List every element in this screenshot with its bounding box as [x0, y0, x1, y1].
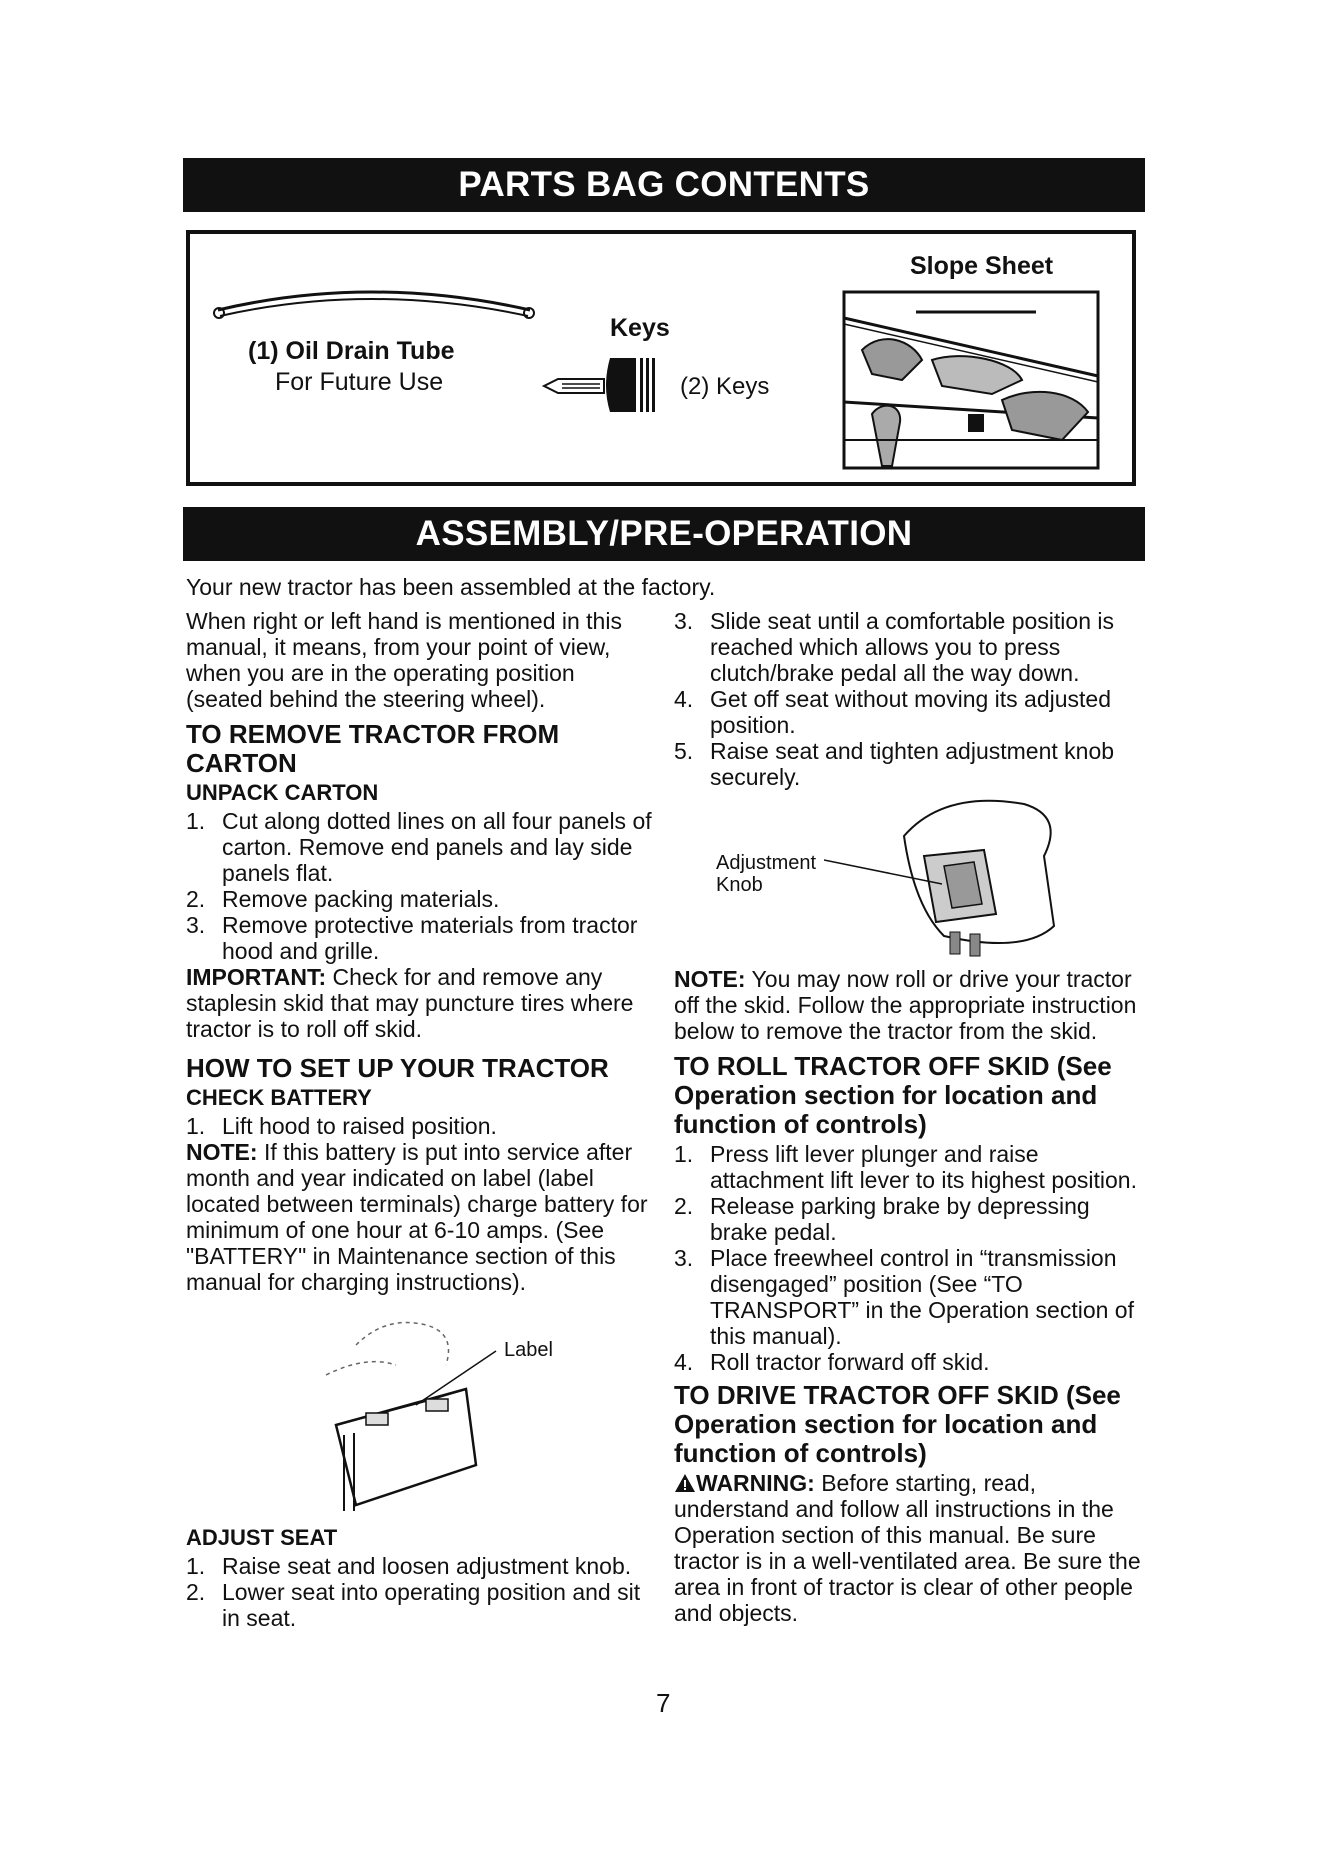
hand-paragraph: When right or left hand is mentioned in this manual, it means, from your point of view, when you are in the operating position (seated behind the steering wheel).: [186, 608, 622, 712]
drive-off-skid-heading: TO DRIVE TRACTOR OFF SKID (See Operation section for location and function of controls): [674, 1380, 1121, 1468]
seat-figure: [674, 790, 1144, 966]
page-number: 7: [656, 1688, 671, 1718]
list-item: 1. Cut along dotted lines on all four panels of carton. Remove end panels and lay side panels flat.: [186, 808, 652, 886]
adjustment-knob-callout: Adjustment Knob: [716, 852, 817, 896]
unpack-steps: [186, 808, 656, 964]
warning-icon: [674, 1473, 696, 1493]
warning-paragraph: WARNING: Before starting, read, understand and follow all instructions in the Operation section of this manual. Be sure tractor is in a well-ventilated area. Be sure the area in front of tractor is clear of other people and objects.: [674, 1470, 1141, 1626]
remove-tractor-heading: TO REMOVE TRACTOR FROM CARTON: [186, 719, 560, 778]
list-item: 3. Remove protective materials from tractor hood and grille.: [186, 912, 638, 964]
seat-steps-right: [674, 608, 1144, 790]
list-item: 4. Get off seat without moving its adjusted position.: [674, 686, 1112, 738]
list-item: 1. Press lift lever plunger and raise attachment lift lever to its highest position.: [674, 1141, 1137, 1193]
keys-label: (2) Keys: [680, 373, 770, 400]
list-item: 2. Lower seat into operating position and sit in seat.: [186, 1579, 641, 1631]
battery-figure: [186, 1295, 656, 1523]
list-item: 5. Raise seat and tighten adjustment knob securely.: [674, 738, 1115, 790]
list-item: 1. Lift hood to raised position.: [186, 1113, 497, 1139]
list-item: 2. Remove packing materials.: [186, 886, 500, 912]
right-column: [674, 608, 1144, 1626]
setup-tractor-heading: HOW TO SET UP YOUR TRACTOR: [186, 1053, 609, 1083]
seat-steps-left: [186, 1553, 656, 1631]
list-item: 3. Slide seat until a comfortable position is reached which allows you to press clutch/brake pedal all the way down.: [674, 608, 1114, 686]
left-column: [186, 608, 656, 1631]
oil-tube-label: (1) Oil Drain Tube: [248, 337, 455, 365]
battery-label-callout: Label: [504, 1339, 553, 1361]
assembly-banner: ASSEMBLY/PRE-OPERATION: [183, 507, 1145, 561]
slope-sheet-image: [842, 290, 1100, 470]
list-item: 2. Release parking brake by depressing brake pedal.: [674, 1193, 1090, 1245]
battery-illustration: [296, 1305, 536, 1515]
check-battery-heading: CHECK BATTERY: [186, 1085, 372, 1110]
unpack-carton-heading: UNPACK CARTON: [186, 780, 379, 805]
oil-drain-tube-icon: [210, 274, 540, 334]
important-paragraph: IMPORTANT: Check for and remove any staplesin skid that may puncture tires where tractor is to roll off skid.: [186, 964, 634, 1042]
slope-sheet-title: Slope Sheet: [910, 252, 1054, 280]
adjust-seat-heading: ADJUST SEAT: [186, 1525, 338, 1550]
list-item: 3. Place freewheel control in “transmission disengaged” position (See “TO TRANSPORT” in the Operation section of this manual).: [674, 1245, 1134, 1349]
parts-box: [186, 230, 1136, 486]
battery-note: NOTE: If this battery is put into service after month and year indicated on label (label located between terminals) charge battery for minimum of one hour at 6-10 amps. (See "BATTERY" in Maintenance section of this manual for charging instructions).: [186, 1139, 648, 1295]
list-item: 4. Roll tractor forward off skid.: [674, 1349, 990, 1375]
battery-steps: [186, 1113, 656, 1139]
list-item: 1. Raise seat and loosen adjustment knob.: [186, 1553, 632, 1579]
parts-bag-banner: PARTS BAG CONTENTS: [183, 158, 1145, 212]
oil-tube-note: For Future Use: [275, 368, 444, 396]
roll-steps: [674, 1141, 1144, 1375]
assembly-intro: Your new tractor has been assembled at the factory.: [186, 574, 716, 600]
roll-off-skid-heading: TO ROLL TRACTOR OFF SKID (See Operation section for location and function of controls): [674, 1051, 1112, 1139]
seat-illustration: [824, 796, 1064, 964]
skid-note: NOTE: You may now roll or drive your tractor off the skid. Follow the appropriate instruction below to remove the tractor from the skid.: [674, 966, 1137, 1044]
keys-title: Keys: [610, 314, 670, 342]
key-icon: [540, 352, 680, 418]
